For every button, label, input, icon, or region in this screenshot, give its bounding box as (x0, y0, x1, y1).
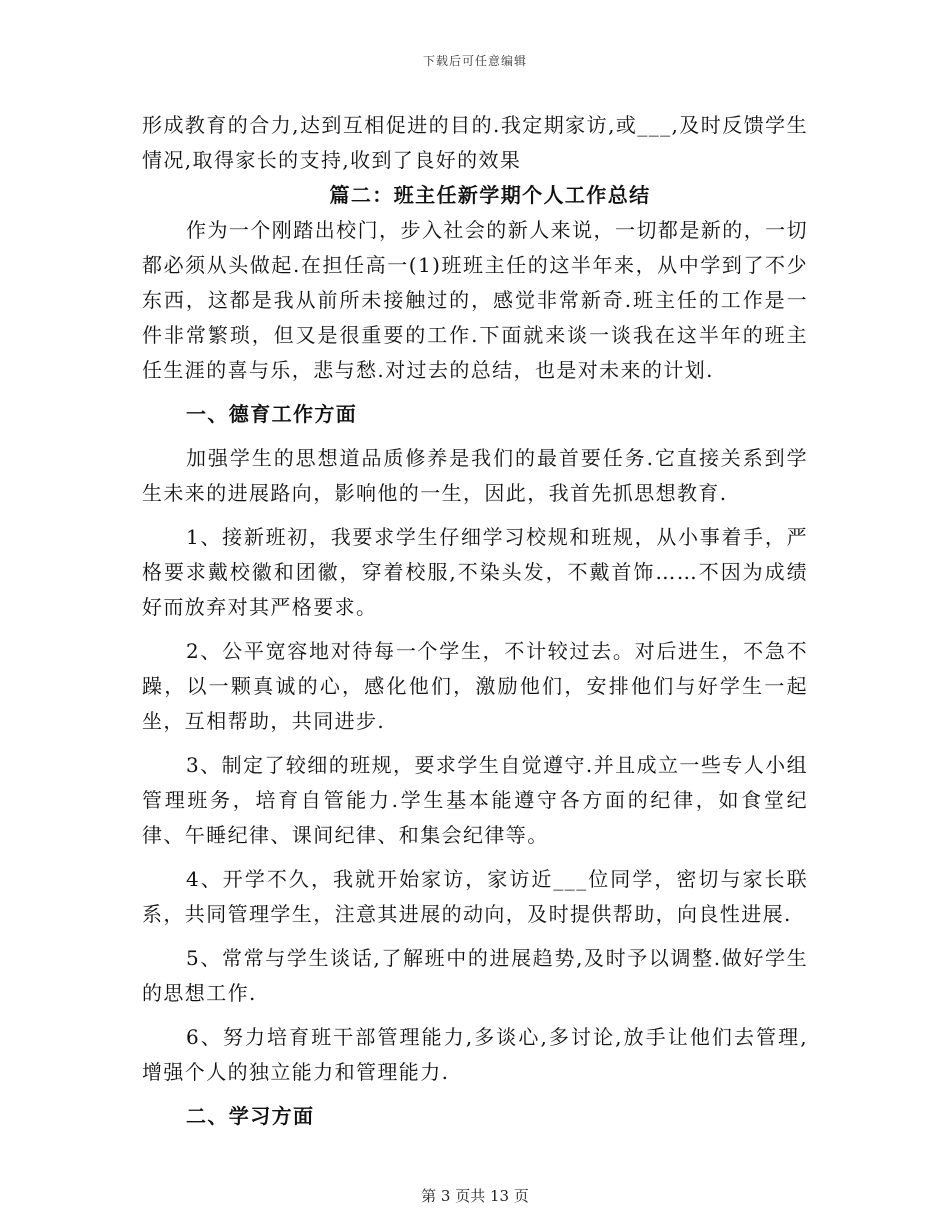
list-item-5: 5、常常与学生谈话,了解班中的进展趋势,及时予以调整.做好学生的思想工作. (142, 946, 808, 1005)
section-title: 篇二：班主任新学期个人工作总结 (329, 183, 651, 207)
heading-moral-education: 一、德育工作方面 (186, 402, 358, 426)
list-item-2: 2、公平宽容地对待每一个学生，不计较过去。对后进生，不急不躁，以一颗真诚的心，感化他们，激励他们，安排他们与好学生一起坐，互相帮助，共同进步. (142, 639, 808, 733)
continued-paragraph: 形成教育的合力,达到互相促进的目的.我定期家访,或___,及时反馈学生情况,取得家长的支持,收到了良好的效果 (142, 113, 808, 172)
page-header-note: 下载后可任意编辑 (422, 54, 527, 68)
heading-study: 二、学习方面 (186, 1104, 315, 1128)
list-item-4: 4、开学不久，我就开始家访，家访近___位同学，密切与家长联系，共同管理学生，注意其进展的动向，及时提供帮助，向良性进展. (142, 867, 808, 926)
list-item-3: 3、制定了较细的班规，要求学生自觉遵守.并且成立一些专人小组管理班务，培育自管能力.学生基本能遵守各方面的纪律，如食堂纪律、午睡纪律、课间纪律、和集会纪律等。 (142, 753, 808, 847)
page-number: 第 3 页共 13 页 (421, 1187, 529, 1205)
list-item-1: 1、接新班初，我要求学生仔细学习校规和班规，从小事着手，严格要求戴校徽和团徽，穿着校服,不染头发，不戴首饰……不因为成绩好而放弃对其严格要求。 (142, 525, 808, 619)
list-item-6: 6、努力培育班干部管理能力,多谈心,多讨论,放手让他们去管理,增强个人的独立能力和管理能力. (142, 1025, 808, 1084)
intro-paragraph: 作为一个刚踏出校门，步入社会的新人来说，一切都是新的，一切都必须从头做起.在担任高一(1)班班主任的这半年来，从中学到了不少东西，这都是我从前所未接触过的，感觉非常新奇.班主任的工作是一件非常繁琐，但又是很重要的工作.下面就来谈一谈我在这半年的班主任生涯的喜与乐，悲与愁.对过去的总结，也是对未来的计划. (142, 218, 808, 382)
document-body (142, 108, 808, 1134)
moral-intro-paragraph: 加强学生的思想道品质修养是我们的最首要任务.它直接关系到学生未来的进展路向，影响他的一生，因此，我首先抓思想教育. (142, 446, 808, 505)
